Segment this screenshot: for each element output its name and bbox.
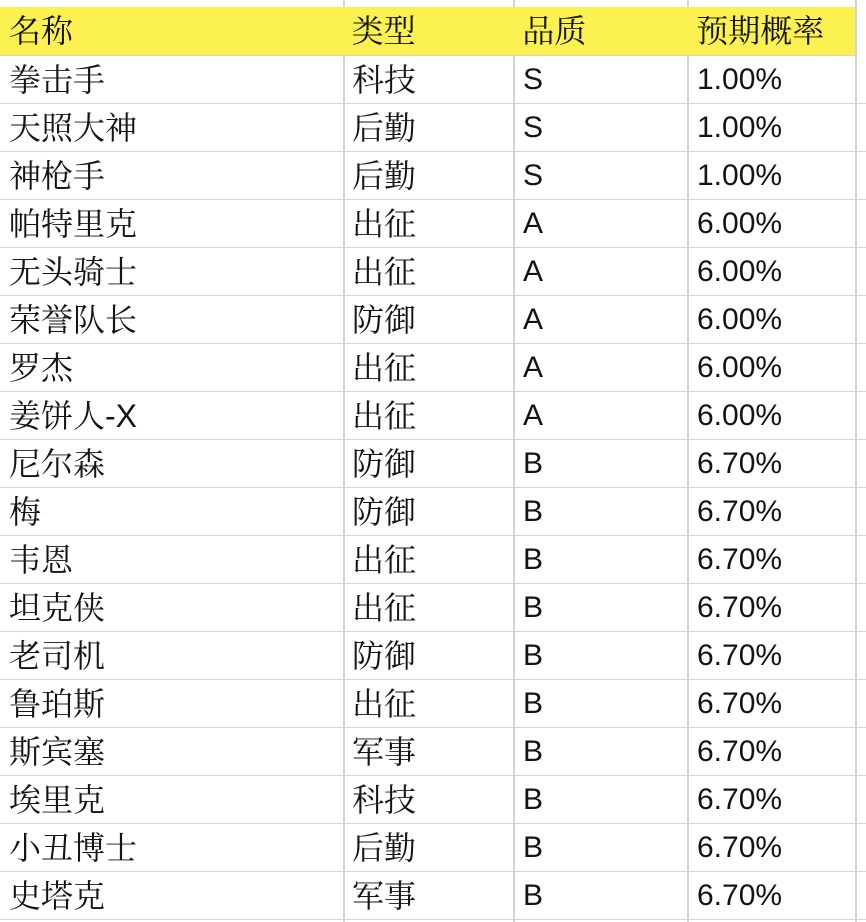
- cell-type: 出征: [352, 205, 417, 242]
- cell-quality: B: [523, 590, 544, 624]
- table-row: [0, 104, 866, 152]
- cell-type: 后勤: [352, 157, 417, 194]
- cell-probability: 6.70%: [697, 734, 783, 768]
- cell-name: 姜饼人-X: [9, 397, 138, 434]
- cell-type: 科技: [352, 61, 417, 98]
- cell-type: 出征: [352, 589, 417, 626]
- cell-type: 后勤: [352, 109, 417, 146]
- table-row: [0, 728, 866, 776]
- cell-type: 后勤: [352, 829, 417, 866]
- cell-name: 尼尔森: [9, 445, 106, 482]
- cell-probability: 6.00%: [697, 206, 783, 240]
- cell-name: 无头骑士: [9, 253, 138, 290]
- cell-probability: 6.70%: [697, 542, 783, 576]
- cell-quality: B: [523, 542, 544, 576]
- cell-quality: A: [523, 254, 544, 288]
- table-row: [0, 872, 866, 920]
- cell-quality: B: [523, 686, 544, 720]
- cell-probability: 1.00%: [697, 110, 783, 144]
- cell-type: 防御: [352, 301, 417, 338]
- table-row: [0, 248, 866, 296]
- cell-type: 出征: [352, 253, 417, 290]
- cell-type: 出征: [352, 685, 417, 722]
- cell-quality: B: [523, 446, 544, 480]
- cell-name: 拳击手: [9, 61, 106, 98]
- cell-probability: 6.70%: [697, 446, 783, 480]
- header-cell-quality: 品质: [522, 13, 587, 49]
- table-body: [0, 56, 866, 920]
- column-gridline: [687, 0, 689, 922]
- cell-probability: 1.00%: [697, 158, 783, 192]
- table-row: [0, 152, 866, 200]
- cell-probability: 6.70%: [697, 590, 783, 624]
- cell-type: 军事: [352, 877, 417, 914]
- column-gridline: [513, 0, 515, 922]
- table-row: [0, 200, 866, 248]
- cell-probability: 6.00%: [697, 302, 783, 336]
- cell-type: 科技: [352, 781, 417, 818]
- table-row: [0, 584, 866, 632]
- cell-quality: B: [523, 494, 544, 528]
- cell-probability: 6.00%: [697, 254, 783, 288]
- table-row: [0, 56, 866, 104]
- cell-type: 出征: [352, 397, 417, 434]
- cell-probability: 6.70%: [697, 494, 783, 528]
- cell-type: 防御: [352, 445, 417, 482]
- cell-name: 帕特里克: [9, 205, 138, 242]
- cell-quality: B: [523, 638, 544, 672]
- table-row: [0, 344, 866, 392]
- cell-name: 天照大神: [9, 109, 138, 146]
- table-row: [0, 296, 866, 344]
- cell-quality: A: [523, 206, 544, 240]
- cell-quality: B: [523, 782, 544, 816]
- cell-type: 防御: [352, 637, 417, 674]
- cell-quality: B: [523, 830, 544, 864]
- cell-probability: 1.00%: [697, 62, 783, 96]
- cell-type: 出征: [352, 349, 417, 386]
- table-row: [0, 536, 866, 584]
- cell-name: 坦克侠: [9, 589, 106, 626]
- cell-quality: S: [523, 110, 544, 144]
- cell-name: 梅: [9, 493, 42, 530]
- table-header-row: [0, 7, 855, 56]
- header-cell-name: 名称: [9, 13, 74, 49]
- cell-type: 出征: [352, 541, 417, 578]
- table-row: [0, 392, 866, 440]
- cell-name: 荣誉队长: [9, 301, 138, 338]
- cell-name: 韦恩: [9, 541, 74, 578]
- table-row: [0, 824, 866, 872]
- cell-type: 防御: [352, 493, 417, 530]
- cell-probability: 6.70%: [697, 830, 783, 864]
- cell-quality: A: [523, 302, 544, 336]
- cell-name: 史塔克: [9, 877, 106, 914]
- cell-name: 鲁珀斯: [9, 685, 106, 722]
- cell-quality: A: [523, 350, 544, 384]
- cell-quality: S: [523, 62, 544, 96]
- cell-probability: 6.00%: [697, 398, 783, 432]
- cell-type: 军事: [352, 733, 417, 770]
- column-gridline: [343, 0, 345, 922]
- cell-name: 斯宾塞: [9, 733, 106, 770]
- cell-name: 神枪手: [9, 157, 106, 194]
- cell-quality: S: [523, 158, 544, 192]
- cell-probability: 6.00%: [697, 350, 783, 384]
- table-row: [0, 776, 866, 824]
- table-row: [0, 488, 866, 536]
- cell-probability: 6.70%: [697, 782, 783, 816]
- cell-name: 罗杰: [9, 349, 74, 386]
- cell-quality: B: [523, 878, 544, 912]
- cell-name: 老司机: [9, 637, 106, 674]
- cell-name: 小丑博士: [9, 829, 138, 866]
- cell-probability: 6.70%: [697, 686, 783, 720]
- cell-probability: 6.70%: [697, 638, 783, 672]
- cell-quality: A: [523, 398, 544, 432]
- table-row: [0, 680, 866, 728]
- column-gridline: [855, 0, 857, 922]
- header-cell-probability: 预期概率: [696, 13, 825, 49]
- cell-name: 埃里克: [9, 781, 106, 818]
- table-row: [0, 632, 866, 680]
- header-cell-type: 类型: [351, 13, 416, 49]
- cell-probability: 6.70%: [697, 878, 783, 912]
- table-row: [0, 440, 866, 488]
- cell-quality: B: [523, 734, 544, 768]
